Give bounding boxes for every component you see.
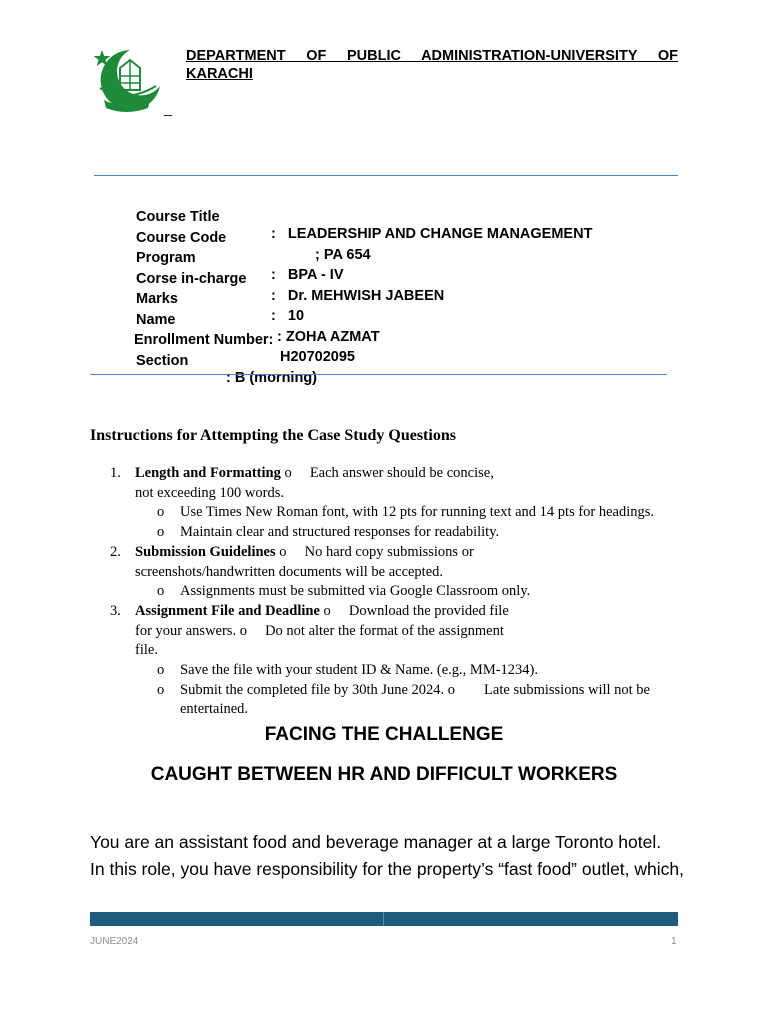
list-item (135, 543, 474, 563)
bullet-glyph: o (157, 583, 165, 600)
marks-value: : 10 (271, 308, 305, 324)
bullet-text: Submit the completed file by 30th June 2024. o Late submissions will not be (180, 681, 650, 698)
section-row (136, 336, 656, 404)
bullet-text: entertained. (180, 701, 249, 718)
footer-date: JUNE2024 (90, 936, 139, 947)
course-incharge-value: : Dr. MEHWISH JABEEN (271, 287, 445, 304)
footer-bar (90, 912, 678, 926)
name-value: : ZOHA AZMAT (277, 328, 380, 345)
course-title-label: Course Title (136, 209, 220, 225)
item-number: 3. (110, 602, 121, 619)
item-text: o No hard copy submissions or (275, 543, 474, 560)
bullet-glyph: o (157, 524, 165, 541)
item-text: o Each answer should be concise, (280, 465, 494, 481)
footer-bar-divider (383, 912, 384, 926)
course-code-value: ; PA 654 (315, 246, 371, 263)
page-number: 1 (671, 936, 677, 947)
bullet-text: Use Times New Roman font, with 12 pts for running text and 14 pts for headings. (180, 504, 655, 521)
bullet-glyph: o (157, 504, 165, 521)
list-item (135, 602, 509, 622)
section-value: : B (morning) (226, 369, 318, 386)
case-paragraph-line: You are an assistant food and beverage manager at a large Toronto hotel. (90, 832, 662, 852)
case-title: FACING THE CHALLENGE (264, 724, 504, 745)
bullet-glyph: o (157, 662, 165, 678)
course-info-block (134, 192, 656, 386)
item-title: Submission Guidelines (135, 543, 276, 560)
bullet-glyph: o (157, 681, 165, 698)
section-label: Section (136, 352, 189, 369)
bottom-divider (90, 374, 667, 375)
crescent-star-logo-icon (90, 46, 162, 114)
enrollment-label: Enrollment Number: (134, 332, 274, 348)
item-text: o Download the provided file (319, 602, 509, 619)
enrollment-value: H20702095 (280, 349, 355, 365)
course-title-value: : LEADERSHIP AND CHANGE MANAGEMENT (271, 226, 593, 242)
header-underscore: _ (164, 100, 172, 116)
item-text: screenshots/handwritten documents will be accepted. (135, 563, 444, 580)
list-item (135, 464, 494, 484)
item-text: file. (135, 642, 158, 659)
program-value: : BPA - IV (271, 267, 344, 283)
item-title: Assignment File and Deadline (135, 602, 320, 619)
item-text: for your answers. o Do not alter the format of the assignment (135, 622, 504, 639)
instructions-heading: Instructions for Attempting the Case Study Questions (90, 427, 456, 444)
top-divider (94, 175, 678, 176)
case-paragraph-line: In this role, you have responsibility for the property’s “fast food” outlet, which, (90, 859, 685, 879)
bullet-text: Maintain clear and structured responses for readability. (180, 524, 500, 541)
item-title: Length and Formatting (135, 465, 281, 481)
item-text: not exceeding 100 words. (135, 484, 284, 501)
marks-label: Marks (136, 291, 178, 307)
item-number: 1. (110, 465, 121, 481)
university-logo (90, 46, 162, 114)
item-number: 2. (110, 543, 121, 560)
program-label: Program (136, 250, 196, 266)
instructions-list (110, 464, 690, 724)
name-label: Name (136, 311, 176, 328)
course-incharge-label: Corse in-charge (136, 270, 247, 287)
bullet-text: Assignments must be submitted via Google Classroom only. (180, 583, 531, 600)
bullet-text: Save the file with your student ID & Name. (e.g., MM-1234). (180, 662, 538, 678)
department-title: DEPARTMENT OF PUBLIC ADMINISTRATION-UNIVERSITY OF KARACHI (186, 48, 678, 82)
course-code-label: Course Code (136, 229, 227, 246)
case-subtitle: CAUGHT BETWEEN HR AND DIFFICULT WORKERS (150, 764, 618, 785)
